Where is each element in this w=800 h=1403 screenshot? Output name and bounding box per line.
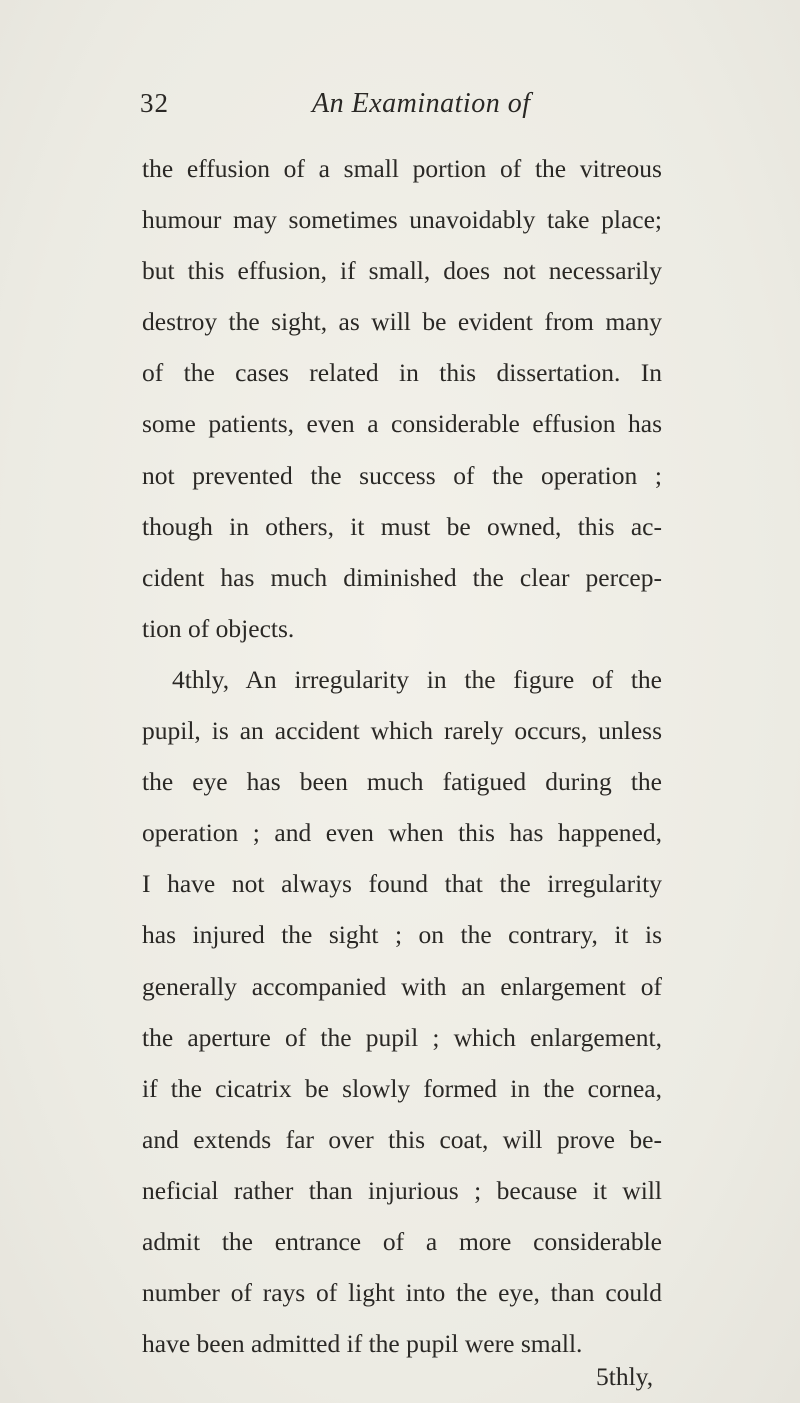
text-line: and extends far over this coat, will prove be-	[142, 1124, 662, 1154]
text-line: I have not always found that the irregularity	[142, 869, 662, 899]
text-line: if the cicatrix be slowly formed in the cornea,	[142, 1073, 662, 1103]
page-number: 32	[140, 88, 169, 118]
text-line: have been admitted if the pupil were small.	[142, 1329, 583, 1359]
text-line: but this effusion, if small, does not necessarily	[142, 256, 662, 286]
running-title: An Examination of	[312, 88, 531, 119]
text-line: neficial rather than injurious ; because it will	[142, 1175, 662, 1205]
text-line: destroy the sight, as will be evident from many	[142, 307, 662, 337]
text-line: operation ; and even when this has happened,	[142, 818, 662, 848]
body-text	[142, 143, 662, 1369]
text-line: 4thly, An irregularity in the figure of the	[172, 664, 662, 694]
text-line: the effusion of a small portion of the vitreous	[142, 154, 662, 183]
running-head	[0, 88, 800, 128]
text-line: humour may sometimes unavoidably take place;	[142, 205, 662, 235]
text-line: cident has much diminished the clear percep-	[142, 562, 662, 592]
text-line: admit the entrance of a more considerable	[142, 1226, 662, 1256]
text-line: not prevented the success of the operation ;	[142, 460, 662, 490]
catchword: 5thly,	[596, 1362, 654, 1391]
text-line: though in others, it must be owned, this ac-	[142, 511, 662, 541]
text-line: has injured the sight ; on the contrary, it is	[142, 920, 662, 950]
text-line: number of rays of light into the eye, than could	[142, 1278, 662, 1308]
text-line: the aperture of the pupil ; which enlargement,	[142, 1022, 662, 1052]
text-line: tion of objects.	[142, 613, 295, 643]
text-line: the eye has been much fatigued during the	[142, 767, 662, 797]
text-line: some patients, even a considerable effusion has	[142, 409, 662, 439]
text-line: of the cases related in this dissertation. In	[142, 358, 662, 388]
text-line: pupil, is an accident which rarely occurs, unless	[142, 716, 662, 746]
text-line: generally accompanied with an enlargement of	[142, 971, 662, 1001]
